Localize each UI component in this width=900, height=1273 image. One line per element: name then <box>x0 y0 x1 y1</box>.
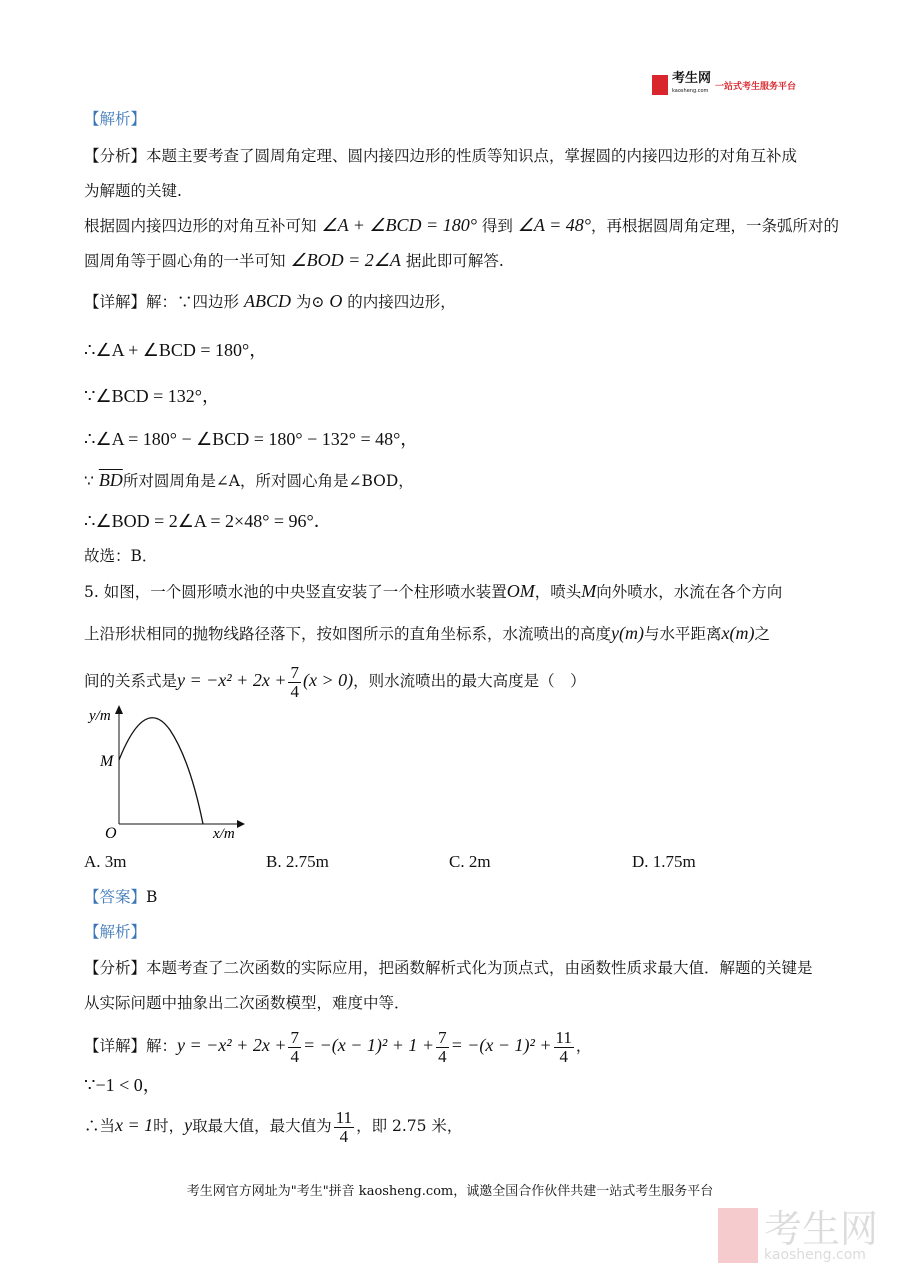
header-slogan: 一站式考生服务平台 <box>715 81 797 92</box>
step-line: ∴当x = 1时，y取最大值，最大值为 $\frac{11}{4}$ ，即 2.75 米， <box>84 1107 463 1146</box>
section-tag: 【解析】 <box>84 110 147 128</box>
question-line: 间的关系式是y = −x² + 2x + $\frac{7}{4}$ (x > 0)，则水流喷出的最大高度是（ ） <box>84 662 586 701</box>
detail-line: 【详解】解：∵四边形 ABCD 为⊙ O 的内接四边形， <box>84 291 456 311</box>
logo-mark-icon <box>652 75 668 95</box>
answer-line-text: 【答案】B <box>84 888 158 906</box>
question-line: 5. 如图，一个圆形喷水池的中央竖直安装了一个柱形喷水装置OM，喷头M向外喷水，水流在各个方向 <box>84 581 783 601</box>
option-a: A. 3m <box>84 852 127 871</box>
x-axis-arrow-icon <box>237 820 245 828</box>
point-m-label: M <box>100 753 114 770</box>
analysis-line: 【分析】本题考查了二次函数的实际应用，把函数解析式化为顶点式，由函数性质求最大值．解题的关键是 <box>84 959 813 977</box>
footer-text: 考生网官方网址为"考生"拼音 kaosheng.com，诚邀全国合作伙伴共建一站式考生服务平台 <box>186 1184 714 1199</box>
choice-line: 故选：B． <box>84 547 158 565</box>
watermark: 考生网 kaosheng.com <box>718 1208 878 1263</box>
origin-label: O <box>105 825 117 842</box>
step-line: ∴∠BOD = 2∠A = 2×48° = 96°． <box>84 511 332 531</box>
step-line: ∵ $\overline{BD}$所对圆周角是∠A，所对圆心角是∠BOD， <box>84 470 414 490</box>
analysis-line: 根据圆内接四边形的对角互补可知 ∠A + ∠BCD = 180° 得到 ∠A = 48°，再根据圆周角定理，一条弧所对的 <box>84 215 839 235</box>
step-line: ∴∠A + ∠BCD = 180°， <box>84 340 268 360</box>
watermark-logo-icon <box>718 1208 758 1263</box>
parabola-figure <box>85 700 255 845</box>
step-line: ∵∠BCD = 132°， <box>84 386 220 406</box>
step-line: ∵−1 < 0， <box>84 1075 161 1095</box>
option-d: D. 1.75m <box>632 852 696 871</box>
detail-line: 【详解】解：y = −x² + 2x + $\frac{7}{4}$ = −(x − 1)² + 1 + $\frac{7}{4}$ = −(x − 1)² + $\frac{11}{4}$ ， <box>84 1027 592 1066</box>
x-axis-label: x/m <box>213 826 235 842</box>
option-b: B. 2.75m <box>266 852 329 871</box>
section-tag: 【解析】 <box>84 923 147 941</box>
y-axis-label: y/m <box>89 708 111 724</box>
step-line: ∴∠A = 180° − ∠BCD = 180° − 132° = 48°， <box>84 429 419 449</box>
analysis-line: 从实际问题中抽象出二次函数模型，难度中等． <box>84 994 410 1012</box>
analysis-line: 为解题的关键. <box>84 182 182 200</box>
analysis-line: 【分析】本题主要考查了圆周角定理、圆内接四边形的性质等知识点，掌握圆的内接四边形的对角互补成 <box>84 147 798 165</box>
y-axis-arrow-icon <box>115 705 123 714</box>
header-logo: 考生网 kaosheng.com 一站式考生服务平台 <box>652 72 796 98</box>
analysis-line: 圆周角等于圆心角的一半可知 ∠BOD = 2∠A 据此即可解答. <box>84 250 504 270</box>
question-line: 上沿形状相同的抛物线路径落下，按如图所示的直角坐标系，水流喷出的高度y(m)与水平距离x(m)之 <box>84 623 771 643</box>
parabola-curve <box>119 718 203 824</box>
option-c: C. 2m <box>449 852 491 871</box>
